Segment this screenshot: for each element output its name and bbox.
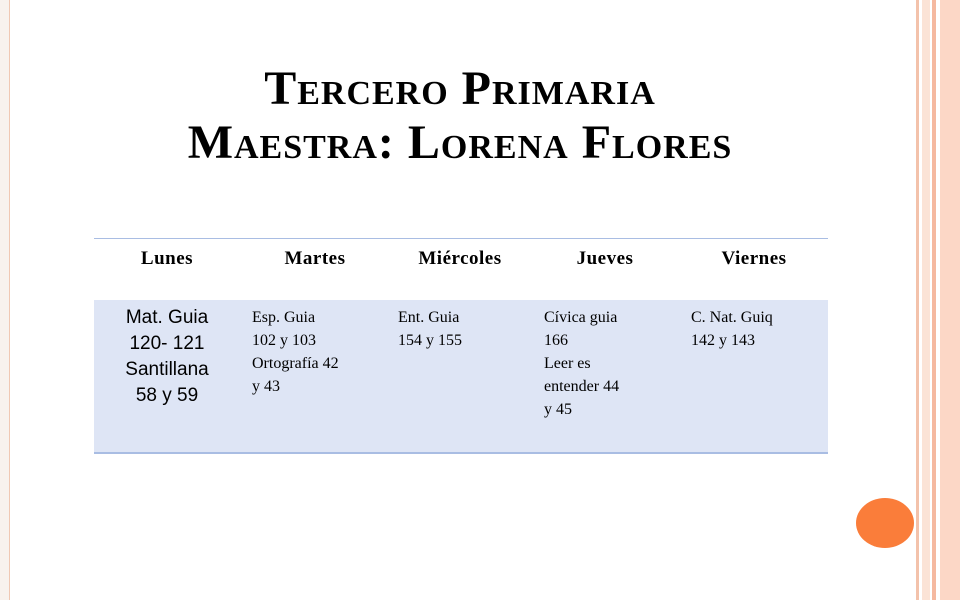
cell-jueves [544, 306, 674, 421]
cell-line: 58 y 59 [135, 385, 199, 406]
cell-lunes [94, 305, 240, 409]
right-stripes-decoration [916, 0, 960, 600]
cell-line: Ent. Guia [398, 309, 460, 326]
cell-line: C. Nat. Guiq [691, 309, 773, 326]
header-viernes: Viernes [721, 248, 787, 269]
cell-line: Cívica guia [544, 309, 618, 326]
stripe [916, 0, 919, 600]
cell-martes [252, 306, 382, 398]
cell-line: 142 y 143 [691, 332, 755, 349]
header-martes: Martes [284, 248, 346, 269]
title-line-grade: Tercero Primaria [264, 62, 656, 115]
cell-viernes [691, 306, 821, 352]
stripe [922, 0, 930, 600]
cell-line: 120- 121 [129, 333, 205, 354]
cell-miercoles [398, 306, 528, 352]
schedule-table [94, 238, 828, 454]
header-miercoles: Miércoles [418, 248, 502, 269]
cell-line: Esp. Guia [252, 309, 316, 326]
cell-line: 154 y 155 [398, 332, 462, 349]
cell-line: Mat. Guia [125, 307, 209, 328]
cell-line: Santillana [125, 359, 209, 380]
table-row [94, 300, 828, 454]
stripe [940, 0, 960, 600]
cell-line: 166 [544, 332, 568, 349]
cell-line: entender 44 [544, 378, 620, 395]
cell-line: y 43 [252, 378, 280, 395]
cell-line: 102 y 103 [252, 332, 316, 349]
cell-line: Ortografía 42 [252, 355, 339, 372]
left-border-decoration [0, 0, 10, 600]
table-header-row [94, 238, 828, 302]
cell-line: y 45 [544, 401, 572, 418]
title-line-teacher: Maestra: Lorena Flores [187, 116, 733, 169]
header-jueves: Jueves [576, 248, 634, 269]
cell-line: Leer es [544, 355, 591, 372]
orange-circle-icon [856, 498, 914, 548]
slide-title [60, 62, 860, 170]
stripe [932, 0, 936, 600]
header-lunes: Lunes [140, 248, 194, 269]
